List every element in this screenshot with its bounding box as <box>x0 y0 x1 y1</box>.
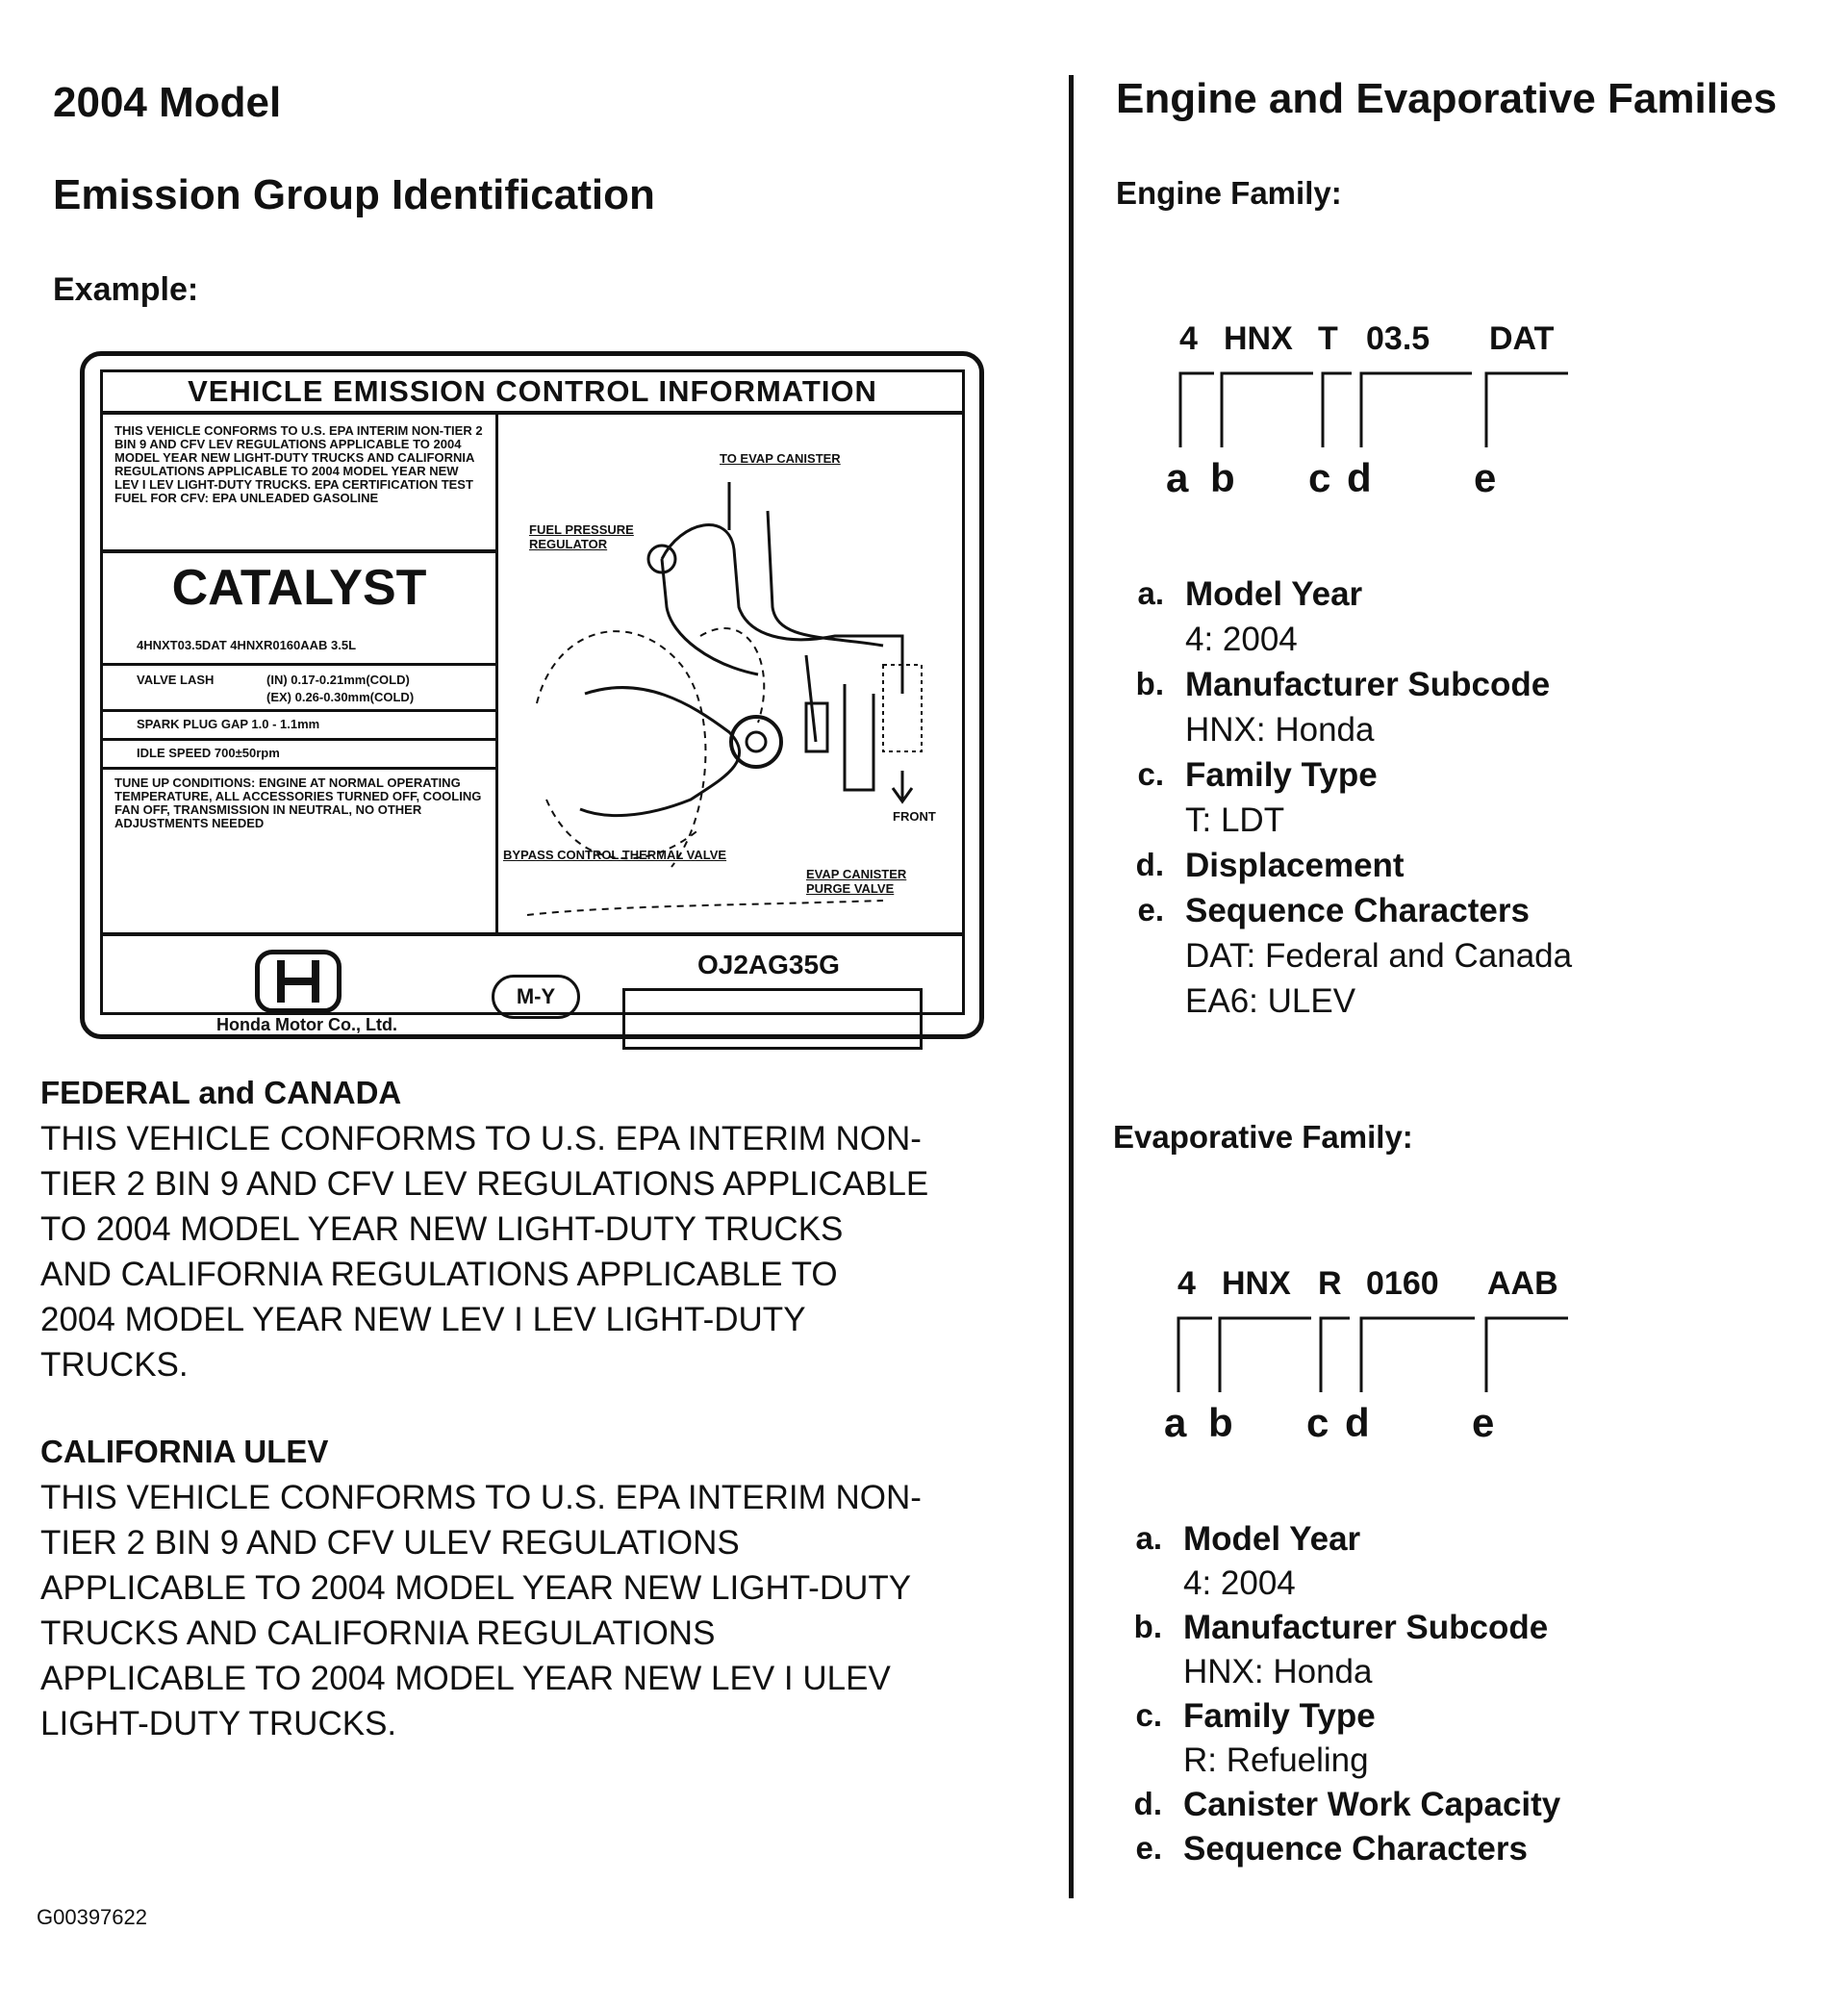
evap-item-value: HNX: Honda <box>1183 1653 1373 1690</box>
engine-item-value: EA6: ULEV <box>1185 982 1356 1020</box>
engine-code-part: 4 <box>1179 320 1198 357</box>
label-family-row: 4HNXT03.5DAT 4HNXR0160AAB 3.5L <box>137 638 357 652</box>
evap-item-title: Family Type <box>1183 1697 1376 1735</box>
california-heading: CALIFORNIA ULEV <box>40 1434 329 1469</box>
label-fuel-pressure-regulator: FUEL PRESSURE REGULATOR <box>529 522 634 551</box>
mv-badge: M-Y <box>492 975 580 1019</box>
label-tuneup: TUNE UP CONDITIONS: ENGINE AT NORMAL OPERATING TEMPERATURE, ALL ACCESSORIES TURNED OFF, COOLING FAN OFF, TRANSMISSION IN NEUTRAL, NO OTHER ADJUSTMENTS NEEDED <box>114 776 482 830</box>
engine-item-value: DAT: Federal and Canada <box>1185 937 1573 975</box>
federal-line: TRUCKS. <box>40 1346 189 1384</box>
engine-item-value: T: LDT <box>1185 801 1285 839</box>
evap-code-part: 4 <box>1177 1265 1196 1302</box>
engine-item-letter: b. <box>1135 666 1164 701</box>
federal-line: TIER 2 BIN 9 AND CFV LEV REGULATIONS APPLICABLE <box>40 1165 929 1203</box>
engine-code-letter: b <box>1210 455 1235 500</box>
label-front: FRONT <box>893 809 936 824</box>
engine-code-part: HNX <box>1224 320 1293 357</box>
engine-code-part: 03.5 <box>1366 320 1430 357</box>
evap-item-title: Canister Work Capacity <box>1183 1786 1561 1823</box>
evap-code-part: AAB <box>1487 1265 1558 1302</box>
engine-family-list <box>1126 575 1799 1028</box>
example-label: Example: <box>53 271 199 308</box>
engine-item-title: Model Year <box>1185 575 1363 613</box>
engine-item-value: 4: 2004 <box>1185 621 1298 658</box>
evap-family-title: Evaporative Family: <box>1113 1119 1413 1155</box>
engine-item-letter: d. <box>1135 847 1164 882</box>
label-blank-box <box>622 988 923 1050</box>
label-bypass-valve: BYPASS CONTROL THERMAL VALVE <box>503 848 727 862</box>
label-valve-lash: VALVE LASH <box>137 673 215 687</box>
evap-code-letter: a <box>1164 1400 1187 1445</box>
label-statement: THIS VEHICLE CONFORMS TO U.S. EPA INTERIM NON-TIER 2 BIN 9 AND CFV LEV REGULATIONS APPLICABLE TO 2004 MODEL YEAR NEW LIGHT-DUTY TRUCKS AND CALIFORNIA REGULATIONS APPLICABLE TO 2004 MODEL YEAR NEW LEV I LEV LIGHT-DUTY TRUCKS. EPA CERTIFICATION TEST FUEL FOR CFV: EPA UNLEADED GASOLINE <box>114 424 483 505</box>
engine-code-part: DAT <box>1489 320 1555 357</box>
evap-item-value: 4: 2004 <box>1183 1564 1296 1602</box>
label-idle-speed: IDLE SPEED 700±50rpm <box>137 746 280 760</box>
engine-item-value: HNX: Honda <box>1185 711 1375 749</box>
evap-code-letter: d <box>1345 1400 1370 1445</box>
emission-label <box>100 369 965 1034</box>
federal-line: 2004 MODEL YEAR NEW LEV I LEV LIGHT-DUTY <box>40 1301 806 1338</box>
evap-item-value: R: Refueling <box>1183 1741 1369 1779</box>
engine-item-title: Sequence Characters <box>1185 892 1530 929</box>
label-code: OJ2AG35G <box>697 950 840 979</box>
evap-item-letter: d. <box>1133 1786 1162 1821</box>
label-evap-purge-valve: EVAP CANISTER PURGE VALVE <box>806 867 907 896</box>
engine-item-letter: a. <box>1137 575 1164 611</box>
federal-line: THIS VEHICLE CONFORMS TO U.S. EPA INTERIM NON- <box>40 1120 922 1157</box>
california-line: TRUCKS AND CALIFORNIA REGULATIONS <box>40 1614 716 1652</box>
engine-item-letter: e. <box>1137 892 1164 928</box>
column-divider <box>1069 75 1074 1898</box>
label-maker: Honda Motor Co., Ltd. <box>216 1015 397 1034</box>
evap-code-letter: c <box>1306 1400 1329 1445</box>
figure-id: G00397622 <box>37 1905 147 1929</box>
evap-item-title: Manufacturer Subcode <box>1183 1609 1549 1646</box>
engine-code-letter: c <box>1308 455 1331 500</box>
engine-code-diagram <box>1154 318 1597 510</box>
federal-line: AND CALIFORNIA REGULATIONS APPLICABLE TO <box>40 1256 838 1293</box>
california-line: THIS VEHICLE CONFORMS TO U.S. EPA INTERIM NON- <box>40 1479 922 1516</box>
label-to-evap-canister: TO EVAP CANISTER <box>720 451 841 466</box>
evap-family-list <box>1124 1520 1797 1876</box>
engine-code-letter: e <box>1474 455 1497 500</box>
engine-code-letter: a <box>1166 455 1189 500</box>
label-valve-in: (IN) 0.17-0.21mm(COLD) <box>266 673 410 687</box>
families-heading: Engine and Evaporative Families <box>1116 75 1778 122</box>
label-spark-plug-gap: SPARK PLUG GAP 1.0 - 1.1mm <box>137 717 320 731</box>
label-spec-panel <box>103 415 498 932</box>
evap-item-letter: c. <box>1135 1697 1162 1733</box>
evap-item-letter: b. <box>1133 1609 1162 1644</box>
label-catalyst: CATALYST <box>171 560 427 616</box>
evap-code-letter: e <box>1472 1400 1495 1445</box>
emission-group-heading: Emission Group Identification <box>53 171 655 218</box>
evap-code-part: HNX <box>1222 1265 1291 1302</box>
engine-code-part: T <box>1318 320 1338 357</box>
engine-item-title: Displacement <box>1185 847 1405 884</box>
engine-code-letter: d <box>1347 455 1372 500</box>
evap-code-diagram <box>1152 1262 1595 1455</box>
evap-item-title: Sequence Characters <box>1183 1830 1528 1868</box>
label-valve-ex: (EX) 0.26-0.30mm(COLD) <box>266 690 415 704</box>
evap-item-letter: e. <box>1135 1830 1162 1866</box>
federal-text <box>40 1116 928 1387</box>
engine-item-letter: c. <box>1137 756 1164 792</box>
evap-code-part: 0160 <box>1366 1265 1439 1302</box>
evap-code-part: R <box>1318 1265 1342 1302</box>
california-text <box>40 1475 922 1746</box>
engine-family-title: Engine Family: <box>1116 175 1342 211</box>
california-line: APPLICABLE TO 2004 MODEL YEAR NEW LIGHT-DUTY <box>40 1569 912 1607</box>
evap-item-title: Model Year <box>1183 1520 1361 1558</box>
california-line: APPLICABLE TO 2004 MODEL YEAR NEW LEV I ULEV <box>40 1660 891 1697</box>
label-header: VEHICLE EMISSION CONTROL INFORMATION <box>103 372 962 415</box>
california-line: LIGHT-DUTY TRUCKS. <box>40 1705 397 1742</box>
evap-item-letter: a. <box>1135 1520 1162 1556</box>
evap-code-letter: b <box>1208 1400 1233 1445</box>
federal-heading: FEDERAL and CANADA <box>40 1075 402 1110</box>
federal-line: TO 2004 MODEL YEAR NEW LIGHT-DUTY TRUCKS <box>40 1210 844 1248</box>
model-year-heading: 2004 Model <box>53 79 282 126</box>
engine-item-title: Family Type <box>1185 756 1378 794</box>
california-line: TIER 2 BIN 9 AND CFV ULEV REGULATIONS <box>40 1524 740 1562</box>
label-hose-diagram <box>498 415 962 932</box>
engine-item-title: Manufacturer Subcode <box>1185 666 1551 703</box>
honda-logo-icon <box>255 950 342 1013</box>
